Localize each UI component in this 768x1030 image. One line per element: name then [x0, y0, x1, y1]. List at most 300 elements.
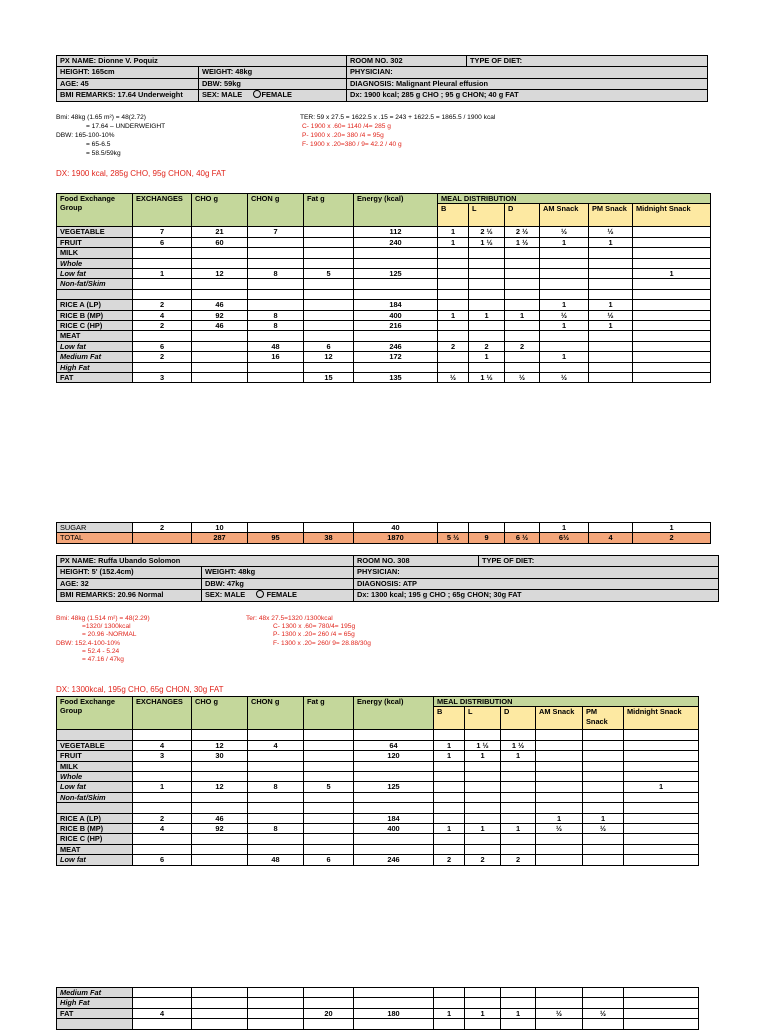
table-cell: 2 — [133, 300, 192, 310]
col-header-breakfast: B — [434, 707, 465, 730]
table-cell — [304, 279, 354, 289]
table-cell: 1 — [501, 751, 536, 761]
table-cell — [304, 844, 354, 854]
row-label: RICE A (LP) — [57, 813, 133, 823]
table-row — [57, 834, 699, 844]
table-cell — [438, 321, 469, 331]
table-row — [57, 373, 711, 383]
table-cell — [354, 248, 438, 258]
table-cell — [192, 331, 248, 341]
table-cell: 135 — [354, 373, 438, 383]
table-cell: 6 — [304, 341, 354, 351]
table-cell — [624, 792, 699, 802]
calc-line: TER: 59 x 27.5 = 1622.5 x .15 = 243 + 1622.5 = 1865.5 / 1900 kcal — [300, 114, 496, 121]
table-row — [57, 269, 711, 279]
sex-male-label: SEX: MALE — [205, 590, 246, 600]
height: HEIGHT: 5' (152.4cm) — [57, 567, 202, 578]
table-cell — [536, 988, 583, 998]
table-cell: 8 — [248, 321, 304, 331]
table-cell — [624, 772, 699, 782]
table-cell: 1 ½ — [501, 740, 536, 750]
table-cell — [434, 834, 465, 844]
table-cell: 1 — [589, 321, 633, 331]
row-label: Medium Fat — [57, 988, 133, 998]
table-cell: 2 — [133, 321, 192, 331]
table-cell — [133, 834, 192, 844]
physician: PHYSICIAN: — [354, 567, 719, 578]
table-cell — [248, 998, 304, 1008]
table-cell: 184 — [354, 813, 434, 823]
table-cell: 6 — [304, 855, 354, 865]
table-cell — [501, 998, 536, 1008]
table-cell: 246 — [354, 341, 438, 351]
table-cell — [133, 279, 192, 289]
table-cell: 4 — [133, 310, 192, 320]
table-cell: 1 — [438, 237, 469, 247]
table-row — [57, 289, 711, 299]
table-cell — [192, 341, 248, 351]
table-cell — [505, 269, 540, 279]
table-cell — [248, 751, 304, 761]
weight: WEIGHT: 48kg — [202, 567, 354, 578]
table-row — [57, 813, 699, 823]
table-cell: 172 — [354, 352, 438, 362]
table-cell: ½ — [536, 824, 583, 834]
row-label: Low fat — [57, 855, 133, 865]
col-header-dinner: D — [505, 204, 540, 227]
table-cell — [469, 362, 505, 372]
row-label: Low fat — [57, 782, 133, 792]
table-cell: 1 — [540, 237, 589, 247]
table-cell — [633, 373, 711, 383]
table-cell — [624, 740, 699, 750]
table-cell — [589, 362, 633, 372]
row-label: FRUIT — [57, 751, 133, 761]
table-cell: 1 ½ — [465, 740, 501, 750]
table-cell — [589, 331, 633, 341]
table-cell — [248, 279, 304, 289]
diet-type: TYPE OF DIET: — [467, 56, 708, 67]
table-cell — [583, 772, 624, 782]
table-cell: 6 — [133, 237, 192, 247]
table-cell — [536, 834, 583, 844]
table-cell — [248, 300, 304, 310]
header-row — [57, 556, 719, 567]
table-cell: 1 — [540, 321, 589, 331]
table-cell: ½ — [589, 227, 633, 237]
col-header-midnight-snack: Midnight Snack — [633, 204, 711, 227]
table-cell — [304, 751, 354, 761]
dx-summary: Dx: 1900 kcal; 285 g CHO ; 95 g CHON; 40 g FAT — [347, 90, 708, 101]
table-cell — [248, 844, 304, 854]
table-row — [57, 352, 711, 362]
calc-line: P- 1300 x .20= 260 /4 = 65g — [273, 631, 355, 639]
table-cell: 15 — [304, 373, 354, 383]
col-header-meal-distribution: MEAL DISTRIBUTION — [434, 697, 699, 707]
age: AGE: 45 — [57, 78, 199, 89]
table-cell — [133, 761, 192, 771]
table-cell: 1 — [540, 523, 589, 533]
header-row — [57, 67, 708, 78]
table-cell — [465, 782, 501, 792]
table-cell — [248, 761, 304, 771]
col-header-fat: Fat g — [304, 194, 354, 227]
table-cell — [354, 772, 434, 782]
row-label — [57, 730, 133, 740]
table-cell — [304, 813, 354, 823]
table-cell — [438, 300, 469, 310]
table-cell — [540, 248, 589, 258]
table-cell — [583, 988, 624, 998]
table-cell — [633, 279, 711, 289]
col-header-group: Food Exchange Group — [57, 697, 133, 730]
table-cell: 2 — [438, 341, 469, 351]
table-cell — [192, 998, 248, 1008]
col-header-fat: Fat g — [304, 697, 354, 730]
table-cell — [192, 362, 248, 372]
table-cell — [304, 803, 354, 813]
table-cell: 2 ½ — [469, 227, 505, 237]
table-cell — [192, 772, 248, 782]
calc-line: = 20.96 -NORMAL — [82, 631, 137, 639]
table-cell — [354, 844, 434, 854]
table-cell: 1 — [589, 300, 633, 310]
table-cell — [133, 844, 192, 854]
table-cell: 12 — [192, 782, 248, 792]
table-cell — [633, 352, 711, 362]
calc-right-1 — [300, 113, 495, 149]
table-cell: 46 — [192, 321, 248, 331]
table-cell: 1 — [633, 269, 711, 279]
table-cell: 2 — [133, 352, 192, 362]
table-cell — [434, 792, 465, 802]
calc-left-2 — [56, 615, 150, 664]
exchange-table-1 — [56, 193, 711, 383]
table-row — [57, 792, 699, 802]
table-cell — [438, 269, 469, 279]
table-cell: 2 — [469, 341, 505, 351]
table-cell — [624, 730, 699, 740]
table-cell: 180 — [354, 1008, 434, 1018]
physician: PHYSICIAN: — [347, 67, 708, 78]
calc-line: = 47.16 / 47kg — [82, 656, 124, 664]
table-cell — [434, 782, 465, 792]
table-cell — [354, 834, 434, 844]
table-cell: 1 — [133, 782, 192, 792]
table-cell — [505, 248, 540, 258]
table-cell — [248, 772, 304, 782]
table-cell: 2 — [633, 533, 711, 543]
table-cell — [536, 782, 583, 792]
table-cell — [192, 373, 248, 383]
col-header-chon: CHON g — [248, 194, 304, 227]
table-cell — [304, 237, 354, 247]
table-cell: ½ — [540, 373, 589, 383]
table-cell: 125 — [354, 782, 434, 792]
table-cell — [540, 258, 589, 268]
table-cell — [248, 523, 304, 533]
table-cell — [589, 341, 633, 351]
table-cell — [469, 289, 505, 299]
table-cell — [536, 803, 583, 813]
table-cell: 1 — [583, 813, 624, 823]
calc-line: C- 1900 x .60= 1140 /4= 285 g — [302, 123, 391, 130]
table-cell — [633, 227, 711, 237]
table-cell — [536, 761, 583, 771]
age: AGE: 32 — [57, 578, 202, 589]
table-cell — [304, 258, 354, 268]
sex-female-label: FEMALE — [266, 590, 297, 600]
table-cell — [248, 813, 304, 823]
dx-line-2: DX: 1300kcal, 195g CHO, 65g CHON, 30g FAT — [56, 685, 224, 694]
table-cell: 6 ½ — [505, 533, 540, 543]
table-cell — [624, 813, 699, 823]
table-cell — [505, 258, 540, 268]
table-cell — [192, 289, 248, 299]
table-cell — [583, 844, 624, 854]
row-label: RICE B (MP) — [57, 824, 133, 834]
table-cell: 2 — [133, 813, 192, 823]
table-row — [57, 362, 711, 372]
table-cell — [624, 834, 699, 844]
calc-line: Bmi: 48kg (1.65 m²) = 48(2.72) — [56, 114, 146, 121]
table-cell — [583, 751, 624, 761]
table-cell — [438, 289, 469, 299]
table-row — [57, 988, 699, 998]
table-cell — [304, 248, 354, 258]
calc-line: DBW: 152.4-100-10% — [56, 639, 121, 647]
table-cell — [248, 289, 304, 299]
table-cell: ½ — [583, 1008, 624, 1018]
table-row — [57, 237, 711, 247]
col-header-cho: CHO g — [192, 194, 248, 227]
table-cell — [304, 362, 354, 372]
table-cell — [248, 803, 304, 813]
table-cell — [536, 792, 583, 802]
table-cell — [589, 279, 633, 289]
room-number: ROOM NO. 308 — [354, 556, 479, 567]
table-cell — [434, 730, 465, 740]
table-cell — [505, 362, 540, 372]
table-cell: 12 — [304, 352, 354, 362]
table-cell: 8 — [248, 269, 304, 279]
calc-line: Ter: 48x 27.5=1320 /1300kcal — [246, 615, 333, 622]
row-label: Low fat — [57, 341, 133, 351]
radio-circle-icon — [256, 590, 264, 598]
table-cell: 20 — [304, 1008, 354, 1018]
table-row — [57, 1008, 699, 1018]
table-cell — [192, 792, 248, 802]
table-cell — [624, 855, 699, 865]
table-cell — [583, 803, 624, 813]
col-header-exchanges: EXCHANGES — [133, 697, 192, 730]
col-header-energy: Energy (kcal) — [354, 194, 438, 227]
row-label: FAT — [57, 373, 133, 383]
table-cell: 40 — [354, 523, 438, 533]
table-cell: 1 — [589, 237, 633, 247]
table-cell: 125 — [354, 269, 438, 279]
table-cell — [505, 279, 540, 289]
table-cell: 7 — [133, 227, 192, 237]
table-cell — [434, 813, 465, 823]
table-cell: 1 — [465, 1008, 501, 1018]
row-label: Whole — [57, 772, 133, 782]
row-label: RICE C (HP) — [57, 321, 133, 331]
patient-header-1 — [56, 55, 708, 102]
table-cell: 1 — [465, 824, 501, 834]
table-cell: 1 — [633, 523, 711, 533]
table-cell — [624, 1008, 699, 1018]
table-cell — [469, 258, 505, 268]
table-cell — [304, 523, 354, 533]
sex-field — [202, 590, 354, 601]
row-label: MEAT — [57, 331, 133, 341]
table-cell — [589, 258, 633, 268]
table-cell: 1 — [501, 1008, 536, 1018]
table-cell — [354, 279, 438, 289]
table-cell — [624, 988, 699, 998]
header-row — [57, 90, 708, 101]
table-cell: ½ — [583, 824, 624, 834]
table-cell — [633, 310, 711, 320]
calc-line: = 17.64 – UNDERWEIGHT — [86, 123, 166, 130]
calc-line: DBW: 165-100-10% — [56, 132, 115, 139]
row-label: MILK — [57, 248, 133, 258]
table-cell — [304, 289, 354, 299]
row-label — [57, 289, 133, 299]
table-cell — [501, 988, 536, 998]
dx-summary: Dx: 1300 kcal; 195 g CHO ; 65g CHON; 30g FAT — [354, 590, 719, 601]
table-cell: 92 — [192, 824, 248, 834]
col-header-lunch: L — [469, 204, 505, 227]
sex-female-label: FEMALE — [261, 90, 292, 100]
table-cell: 1 — [438, 310, 469, 320]
row-label: High Fat — [57, 998, 133, 1008]
diagnosis: DIAGNOSIS: Malignant Pleural effusion — [347, 78, 708, 89]
table-cell: 1 — [434, 740, 465, 750]
table-cell — [540, 269, 589, 279]
table-cell — [438, 331, 469, 341]
table-row — [57, 279, 711, 289]
table-cell: 184 — [354, 300, 438, 310]
table-cell: 1 — [540, 300, 589, 310]
table-cell — [583, 782, 624, 792]
table-cell — [465, 844, 501, 854]
table-cell: 120 — [354, 751, 434, 761]
table-cell — [438, 258, 469, 268]
table-body — [57, 227, 711, 383]
table-cell — [248, 988, 304, 998]
table-header-row — [57, 697, 699, 707]
table-cell: 5 — [304, 269, 354, 279]
table-cell — [354, 792, 434, 802]
col-header-cho: CHO g — [192, 697, 248, 730]
table-cell — [465, 792, 501, 802]
table-cell — [434, 988, 465, 998]
table-cell — [589, 248, 633, 258]
exchange-table-1-totals — [56, 522, 711, 544]
table-row — [57, 730, 699, 740]
table-cell: 1 — [540, 352, 589, 362]
table-cell — [583, 740, 624, 750]
header-row — [57, 590, 719, 601]
col-header-breakfast: B — [438, 204, 469, 227]
calc-line: = 52.4 - 5.24 — [82, 647, 120, 655]
table-row — [57, 855, 699, 865]
table-cell: ½ — [438, 373, 469, 383]
table-cell — [133, 258, 192, 268]
table-cell — [469, 523, 505, 533]
table-cell — [192, 279, 248, 289]
table-cell — [133, 803, 192, 813]
dbw: DBW: 47kg — [202, 578, 354, 589]
calc-left-1 — [56, 113, 165, 158]
header-row — [57, 78, 708, 89]
table-cell — [469, 331, 505, 341]
table-row — [57, 533, 711, 543]
table-cell — [133, 362, 192, 372]
dx-line-1: DX: 1900 kcal, 285g CHO, 95g CHON, 40g FAT — [56, 169, 226, 178]
table-cell: 46 — [192, 813, 248, 823]
table-cell: 1 — [536, 813, 583, 823]
table-cell — [469, 279, 505, 289]
table-cell — [536, 998, 583, 1008]
col-header-am-snack: AM Snack — [540, 204, 589, 227]
table-cell — [192, 248, 248, 258]
table-cell — [354, 289, 438, 299]
table-cell: 6 — [133, 341, 192, 351]
patient-name: PX NAME: Dionne V. Poquiz — [57, 56, 347, 67]
row-label: RICE B (MP) — [57, 310, 133, 320]
table-cell — [248, 237, 304, 247]
table-cell — [633, 362, 711, 372]
table-cell — [583, 792, 624, 802]
table-row — [57, 824, 699, 834]
table-cell — [540, 362, 589, 372]
table-cell — [469, 269, 505, 279]
table-cell — [624, 844, 699, 854]
table-cell: 4 — [133, 824, 192, 834]
table-cell: 48 — [248, 855, 304, 865]
table-cell — [438, 362, 469, 372]
calc-line: C- 1300 x .60= 780/4= 195g — [273, 623, 356, 631]
row-label — [57, 803, 133, 813]
table-cell — [465, 813, 501, 823]
table-row — [57, 803, 699, 813]
table-cell — [133, 248, 192, 258]
table-row — [57, 998, 699, 1008]
table-cell — [192, 855, 248, 865]
table-cell — [624, 803, 699, 813]
table-cell — [438, 352, 469, 362]
table-cell — [501, 792, 536, 802]
row-label: High Fat — [57, 362, 133, 372]
row-label: RICE A (LP) — [57, 300, 133, 310]
header-row — [57, 56, 708, 67]
table-cell — [505, 289, 540, 299]
table-cell: 9 — [469, 533, 505, 543]
exchange-table-2-continued — [56, 987, 699, 1030]
row-label: Medium Fat — [57, 352, 133, 362]
bmi-remarks: BMI REMARKS: 20.96 Normal — [57, 590, 202, 601]
table-cell — [248, 730, 304, 740]
table-cell — [192, 730, 248, 740]
sex-field — [199, 90, 347, 101]
table-cell: 46 — [192, 300, 248, 310]
table-cell — [469, 248, 505, 258]
table-cell: 4 — [589, 533, 633, 543]
col-header-dinner: D — [501, 707, 536, 730]
